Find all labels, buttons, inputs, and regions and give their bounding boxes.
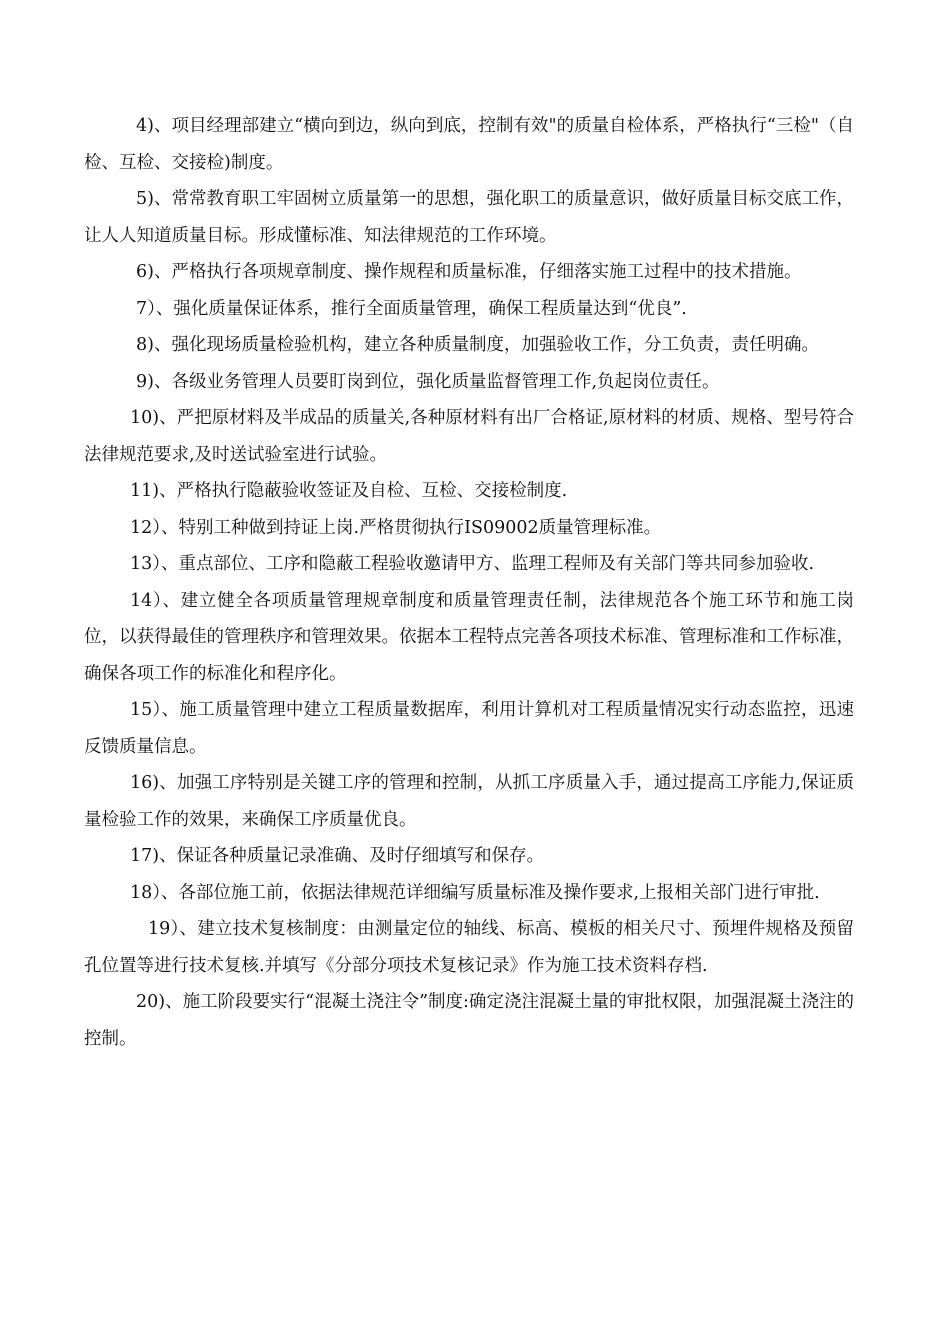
paragraph-item-15: 15）、施工质量管理中建立工程质量数据库，利用计算机对工程质量情况实行动态监控，迅速反馈质量信息。: [84, 700, 854, 757]
paragraph-item-12: 12）、特别工种做到持证上岗.严格贯彻执行IS09002质量管理标准。: [130, 517, 662, 538]
paragraph-item-9: 9)、各级业务管理人员要盯岗到位，强化质量监督管理工作,负起岗位责任。: [136, 371, 720, 392]
paragraph-item-19: 19）、建立技术复核制度：由测量定位的轴线、标高、模板的相关尺寸、预埋件规格及预留孔位置等进行技术复核.并填写《分部分项技术复核记录》作为施工技术资料存档.: [84, 919, 854, 976]
paragraph-item-6: 6)、严格执行各项规章制度、操作规程和质量标准，仔细落实施工过程中的技术措施。: [136, 262, 802, 282]
document-body: [84, 108, 854, 1057]
paragraph-item-5: 5)、常常教育职工牢固树立质量第一的思想，强化职工的质量意识，做好质量目标交底工作，让人人知道质量目标。形成懂标准、知法律规范的工作环境。: [84, 189, 854, 246]
paragraph-item-4: 4)、项目经理部建立“横向到边，纵向到底，控制有效"的质量自检体系，严格执行“三检"（自检、互检、交接检)制度。: [84, 116, 854, 173]
paragraph-item-8: 8)、强化现场质量检验机构，建立各种质量制度，加强验收工作，分工负责，责任明确。: [136, 335, 819, 355]
paragraph-item-16: 16)、加强工序特别是关键工序的管理和控制，从抓工序质量入手，通过提高工序能力,保证质量检验工作的效果，来确保工序质量优良。: [84, 773, 854, 830]
paragraph-item-20: 20)、施工阶段要实行“混凝土浇注令”制度:确定浇注混凝土量的审批权限，加强混凝土浇注的控制。: [84, 992, 854, 1049]
paragraph-item-14: 14）、建立健全各项质量管理规章制度和质量管理责任制，法律规范各个施工环节和施工岗位，以获得最佳的管理秩序和管理效果。依据本工程特点完善各项技术标准、管理标准和工作标准，确保各项工作的标准化和程序化。: [84, 590, 854, 684]
paragraph-item-17: 17)、保证各种质量记录准确、及时仔细填写和保存。: [130, 846, 545, 866]
paragraph-item-13: 13）、重点部位、工序和隐蔽工程验收邀请甲方、监理工程师及有关部门等共同参加验收.: [130, 554, 815, 574]
paragraph-item-18: 18）、各部位施工前，依据法律规范详细编写质量标准及操作要求,上报相关部门进行审批.: [130, 882, 820, 903]
paragraph-item-7: 7）、强化质量保证体系，推行全面质量管理，确保工程质量达到“优良”.: [136, 298, 687, 319]
paragraph-item-11: 11)、严格执行隐蔽验收签证及自检、互检、交接检制度.: [130, 481, 568, 501]
paragraph-item-10: 10)、严把原材料及半成品的质量关,各种原材料有出厂合格证,原材料的材质、规格、型号符合法律规范要求,及时送试验室进行试验。: [84, 408, 854, 465]
